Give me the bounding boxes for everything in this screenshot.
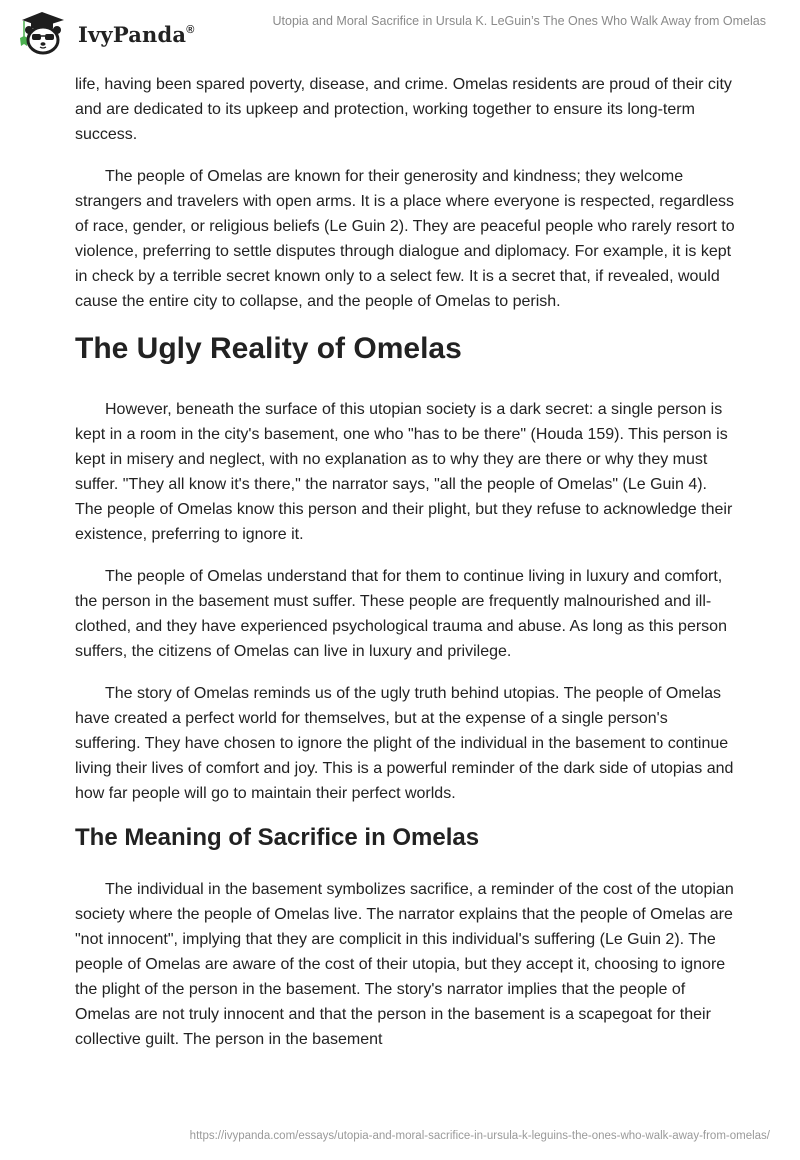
section-heading-ugly-reality: The Ugly Reality of Omelas (75, 332, 462, 365)
source-url[interactable]: https://ivypanda.com/essays/utopia-and-moral-sacrifice-in-ursula-k-leguins-the-ones-who-walk-away-from-omelas/ (189, 1130, 770, 1142)
panda-graduate-icon (16, 8, 68, 61)
paragraph: The individual in the basement symbolizes sacrifice, a reminder of the cost of the utopian society where the people of Omelas live. The narrator explains that the people of Omelas are "not innocent", implying that they are complicit in this individual's suffering (Le Guin 2). The people of Omelas are aware of the cost of their utopia, but they accept it, choosing to ignore the plight of the person in the basement. The story's narrator implies that the people of Omelas are not truly innocent and that the person in the basement is a scapegoat for their collective guilt. The person in the basement (75, 881, 734, 1048)
registered-mark: ® (186, 24, 195, 36)
paragraph: The people of Omelas are known for their generosity and kindness; they welcome strangers and travelers with open arms. It is a place where everyone is respected, regardless of race, gender, or religious beliefs (Le Guin 2). They are peaceful people who rarely resort to violence, preferring to settle disputes through dialogue and diplomacy. For example, it is kept in check by a terrible secret known only to a select few. It is a secret that, if revealed, would cause the entire city to collapse, and the people of Omelas to perish. (75, 168, 735, 310)
page-header (0, 0, 800, 60)
essay-content (75, 72, 735, 1069)
logo-wordmark: IvyPanda (78, 22, 187, 47)
logo-text (78, 22, 195, 47)
paragraph: However, beneath the surface of this utopian society is a dark secret: a single person is kept in a room in the city's basement, one who "has to be there" (Houda 159). This person is kept in misery and neglect, with no explanation as to why they are there or why they must suffer. "They all know it's there," the narrator says, "all the people of Omelas" (Le Guin 4). The people of Omelas know this person and their plight, but they refuse to acknowledge their existence, preferring to ignore it. (75, 401, 733, 543)
paragraph: life, having been spared poverty, disease, and crime. Omelas residents are proud of their city and are dedicated to its upkeep and protection, working together to ensure its long-term success. (75, 76, 732, 143)
paragraph: The story of Omelas reminds us of the ugly truth behind utopias. The people of Omelas have created a perfect world for themselves, but at the expense of a single person's suffering. They have chosen to ignore the plight of the individual in the basement to continue living their lives of comfort and joy. This is a powerful reminder of the dark side of utopias and how far people will go to maintain their perfect worlds. (75, 685, 734, 802)
section-heading-meaning-of-sacrifice: The Meaning of Sacrifice in Omelas (75, 824, 480, 851)
ivypanda-logo[interactable] (16, 8, 195, 61)
paragraph: The people of Omelas understand that for them to continue living in luxury and comfort, the person in the basement must suffer. These people are frequently malnourished and ill-clothed, and they have experienced psychological trauma and abuse. As long as this person suffers, the citizens of Omelas can live in luxury and privilege. (75, 568, 727, 660)
document-title: Utopia and Moral Sacrifice in Ursula K. LeGuin’s The Ones Who Walk Away from Omelas (272, 14, 766, 28)
